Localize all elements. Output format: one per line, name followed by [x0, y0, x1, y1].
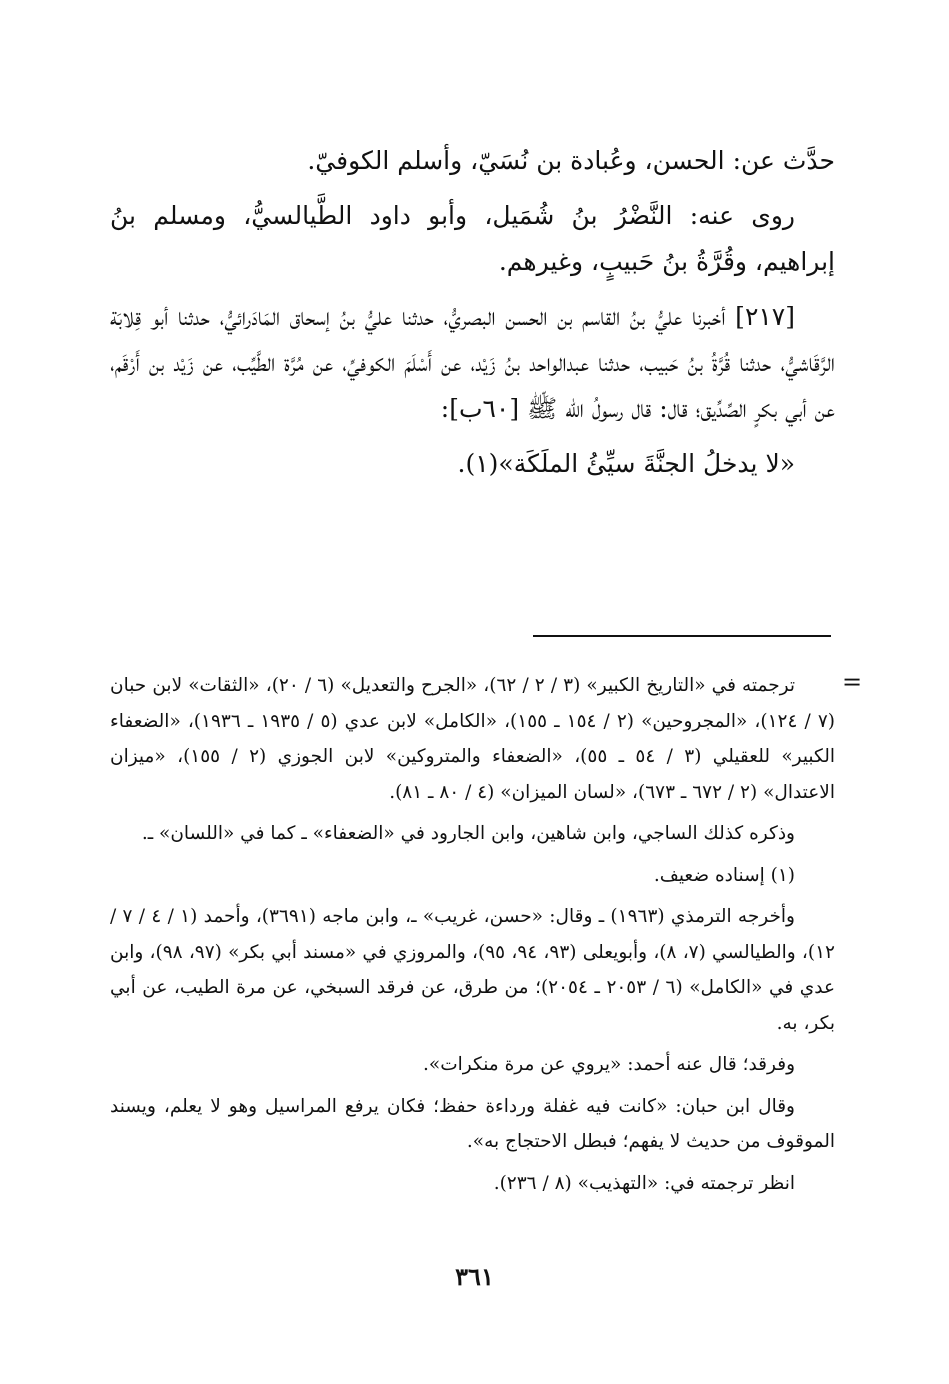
footnote-paragraph: وأخرجه الترمذي (١٩٦٣) ـ وقال: «حسن، غريب» ـ، وابن ماجه (٣٦٩١)، وأحمد (١ / ٤ / ٧ / ١٢)، والطيالسي (٧، ٨)، وأبويعلى (٩٣، ٩٤، ٩٥)، والمروزي في «مسند أبي بكر» (٩٧، ٩٨)، وابن عدي في «الكامل» (٦ / ٢٠٥٣ ـ ٢٠٥٤)؛ من طرق، عن فرقد السبخي، عن مرة الطيب، عن أبي بكر، به. [110, 906, 835, 1034]
footnote-paragraph: (١) إسناده ضعيف. [653, 864, 795, 886]
hadith-isnad: [٢١٧] أخبرنا عليُّ بنُ القاسم بن الحسن البصريُّ، حدثنا عليُّ بنُ إسحاق المَادَرائيُّ، حدثنا أبو قِلابَة الرَّقَاشيُّ، حدثنا قُرَّةُ بنُ حَبيب، حدثنا عبدالواحد بنُ زَيْد، عن أَسْلَمَ الكوفيِّ، عن مُرَّة الطَّيِّب، عن زَيْد بن أَرْقَم، عن أبي بكرٍ الصِّدِّيق؛ قال: قال رسولُ الله ﷺ [٦٠ب]: [110, 302, 835, 423]
footnote-separator [533, 635, 831, 637]
page-number: ٣٦١ [455, 1262, 494, 1291]
hadith-text: «لا يدخلُ الجنَّةَ سيِّئُ الملَكَة»(١). [457, 449, 795, 478]
main-paragraph: حدَّث عن: الحسن، وعُبادة بن نُسَيّ، وأسلم الكوفيّ. [307, 146, 835, 175]
footnotes [110, 668, 835, 1207]
main-text [110, 138, 835, 496]
footnote-paragraph: انظر ترجمته في: «التهذيب» (٨ / ٢٣٦). [493, 1172, 795, 1194]
footnote-continuation-mark: = [842, 668, 863, 696]
footnote-paragraph: وقال ابن حبان: «كانت فيه غفلة ورداءة حفظ؛ فكان يرفع المراسيل وهو لا يعلم، ويسند الموقوف من حديث لا يفهم؛ فبطل الاحتجاج به». [110, 1095, 835, 1152]
main-paragraph: روى عنه: النَّضْرُ بنُ شُمَيل، وأبو داود الطَّيالسيُّ، ومسلم بنُ إبراهيم، وقُرَّةُ بنُ حَبيبٍ، وغيرهم. [110, 201, 835, 276]
footnote-paragraph: ترجمته في «التاريخ الكبير» (٣ / ٢ / ٦٢)، «الجرح والتعديل» (٦ / ٢٠)، «الثقات» لابن حبان (٧ / ١٢٤)، «المجروحين» (٢ / ١٥٤ ـ ١٥٥)، «الكامل» لابن عدي (٥ / ١٩٣٥ ـ ١٩٣٦)، «الضعفاء الكبير» للعقيلي (٣ / ٥٤ ـ ٥٥)، «الضعفاء والمتروكين» لابن الجوزي (٢ / ١٥٥)، «ميزان الاعتدال» (٢ / ٦٧٢ ـ ٦٧٣)، «لسان الميزان» (٤ / ٨٠ ـ ٨١). [110, 675, 835, 803]
footnote-paragraph: وفرقد؛ قال عنه أحمد: «يروي عن مرة منكرات». [423, 1054, 795, 1075]
footnote-paragraph: وذكره كذلك الساجي، وابن شاهين، وابن الجارود في «الضعفاء» ـ كما في «اللسان» ـ. [141, 823, 795, 844]
